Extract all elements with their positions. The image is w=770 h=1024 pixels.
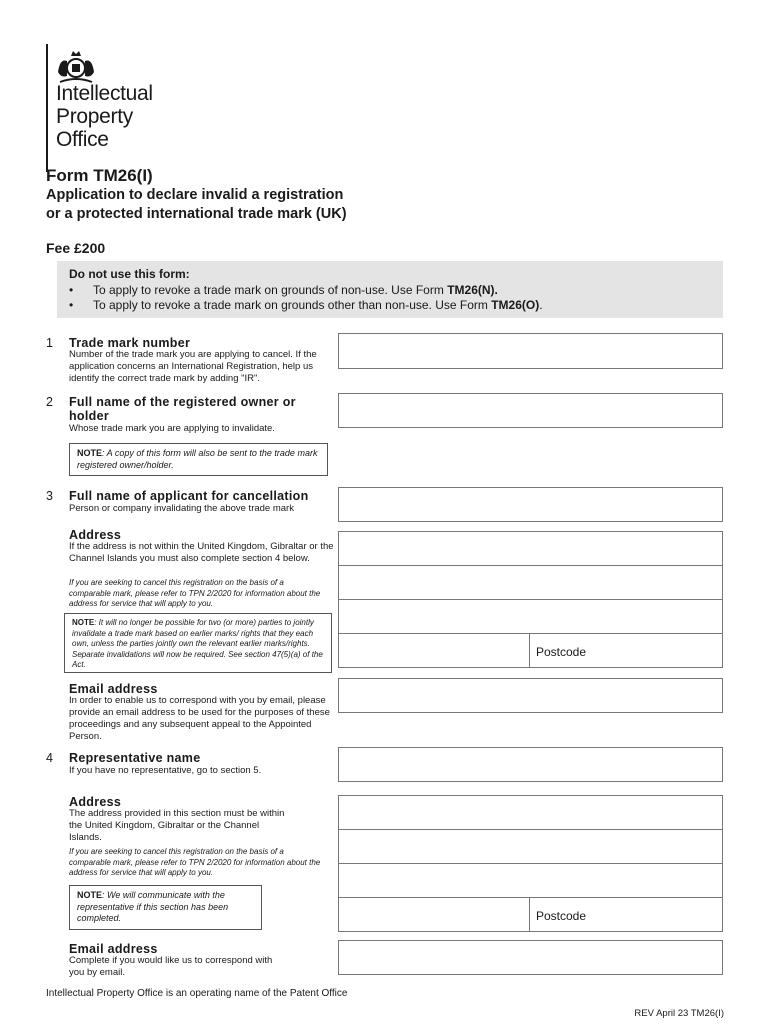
applicant-address-label: Address [69, 528, 122, 542]
bullet-2-form-link: TM26(O) [491, 298, 540, 312]
logo-line-3: Office [56, 128, 109, 151]
representative-address-line-3[interactable] [338, 863, 723, 898]
representative-email-help: Complete if you would like us to correspond with you by email. [69, 955, 273, 978]
applicant-address-line-1[interactable] [338, 531, 723, 566]
logo-divider [46, 44, 48, 172]
note-text: : A copy of this form will also be sent to the trade mark registered owner/holder. [77, 448, 318, 470]
logo-line-1: Intellectual [56, 82, 153, 105]
representative-email-field[interactable] [338, 940, 723, 975]
section-2-number: 2 [46, 395, 53, 409]
do-not-use-text-2 [93, 298, 543, 314]
representative-address-italic-note: If you are seeking to cancel this registration on the basis of a comparable mark, please refer to TPN 2/2020 for information about the address for service that will apply to you. [69, 847, 321, 877]
bullet-1-text: To apply to revoke a trade mark on grounds of non-use. Use Form [93, 282, 448, 297]
representative-address-label: Address [69, 795, 122, 809]
representative-email-label: Email address [69, 942, 158, 956]
form-subtitle [46, 186, 347, 224]
section-2-help: Whose trade mark you are applying to invalidate. [69, 423, 275, 434]
representative-email-input[interactable] [339, 941, 722, 974]
do-not-use-heading: Do not use this form: [69, 267, 190, 281]
section-3-label: Full name of applicant for cancellation [69, 489, 309, 503]
section-4-label: Representative name [69, 751, 201, 765]
ipo-logo [46, 44, 186, 176]
applicant-address-help: If the address is not within the United Kingdom, Gibraltar or the Channel Islands you must also complete section 4 below. [69, 541, 334, 564]
applicant-email-field[interactable] [338, 678, 723, 713]
trade-mark-number-input[interactable] [339, 334, 722, 368]
do-not-use-text-1 [93, 283, 498, 299]
representative-postcode-label: Postcode [536, 909, 587, 923]
section-3-number: 3 [46, 489, 53, 503]
applicant-postcode-label: Postcode [536, 645, 587, 659]
section-1-label: Trade mark number [69, 336, 191, 350]
revision-label: REV April 23 TM26(I) [634, 1008, 724, 1019]
note-text: : We will communicate with the representative if this section has been completed. [77, 890, 229, 923]
note-label: NOTE [77, 448, 103, 458]
form-subtitle-line-1: Application to declare invalid a registration [46, 187, 344, 203]
applicant-address-italic-note: If you are seeking to cancel this registration on the basis of a comparable mark, please refer to TPN 2/2020 for information about the address for service that will apply to you. [69, 578, 321, 608]
footer-note: Intellectual Property Office is an operating name of the Patent Office [46, 988, 348, 999]
logo-wordmark [56, 82, 153, 151]
representative-address-line-2-input[interactable] [339, 830, 722, 863]
applicant-name-input[interactable] [339, 488, 722, 521]
do-not-use-item-1 [69, 283, 711, 299]
bullet-2-text: To apply to revoke a trade mark on grounds other than non-use. Use Form [93, 298, 492, 312]
applicant-address-line-4[interactable] [338, 633, 530, 668]
do-not-use-item-2 [69, 298, 711, 314]
section-3-help: Person or company invalidating the above trade mark [69, 503, 294, 514]
representative-name-input[interactable] [339, 748, 722, 781]
royal-crest-icon [54, 46, 98, 86]
section-4-number: 4 [46, 751, 53, 765]
section-4-note [69, 885, 262, 930]
applicant-address-line-2-input[interactable] [339, 566, 722, 599]
section-1-help: Number of the trade mark you are applying to cancel. If the application concerns an International Registration, help us identify the correct trade mark by adding "IR". [69, 349, 317, 384]
applicant-address-line-4-input[interactable] [339, 634, 529, 667]
representative-address-line-4-input[interactable] [339, 898, 529, 931]
section-3-note [64, 613, 332, 673]
section-4-help: If you have no representative, go to section 5. [69, 765, 262, 776]
fee-label: Fee £200 [46, 240, 106, 256]
section-2-label: Full name of the registered owner or holder [69, 395, 296, 423]
form-title: Form TM26(I) [46, 166, 153, 185]
logo-line-2: Property [56, 105, 133, 128]
applicant-address-line-3[interactable] [338, 599, 723, 634]
section-1-number: 1 [46, 336, 53, 350]
representative-address-line-4[interactable] [338, 897, 530, 932]
bullet-1-form-link: TM26(N). [447, 282, 498, 297]
representative-address-line-3-input[interactable] [339, 864, 722, 897]
representative-address-help: The address provided in this section must be within the United Kingdom, Gibraltar or the Channel Islands. [69, 808, 285, 843]
applicant-email-label: Email address [69, 682, 158, 696]
representative-address-line-1-input[interactable] [339, 796, 722, 829]
do-not-use-box [57, 261, 723, 318]
bullet-2-end: . [539, 298, 543, 312]
representative-address-line-1[interactable] [338, 795, 723, 830]
section-2-note [69, 443, 328, 476]
registered-owner-name-field[interactable] [338, 393, 723, 428]
representative-name-field[interactable] [338, 747, 723, 782]
note-text: : It will no longer be possible for two (or more) parties to jointly invalidate a trade mark based on earlier marks/ rights that they each own, unless the parties jointly own the relevant earlier marks/rights. Separate invalidations will now be required. See section 47(5)(a) of the Act. [72, 618, 323, 669]
bullet-icon: • [69, 282, 74, 297]
applicant-address-line-2[interactable] [338, 565, 723, 600]
applicant-address-line-1-input[interactable] [339, 532, 722, 565]
trade-mark-number-field[interactable] [338, 333, 723, 369]
note-label: NOTE [77, 890, 103, 900]
applicant-email-input[interactable] [339, 679, 722, 712]
note-label: NOTE [72, 618, 95, 627]
applicant-address-line-3-input[interactable] [339, 600, 722, 633]
registered-owner-name-input[interactable] [339, 394, 722, 427]
bullet-icon: • [69, 298, 74, 312]
form-subtitle-line-2: or a protected international trade mark (UK) [46, 206, 347, 222]
applicant-email-help: In order to enable us to correspond with you by email, please provide an email address to be used for the purposes of these proceedings and any subsequent appeal to the Appointed Person. [69, 695, 330, 742]
representative-address-line-2[interactable] [338, 829, 723, 864]
applicant-name-field[interactable] [338, 487, 723, 522]
